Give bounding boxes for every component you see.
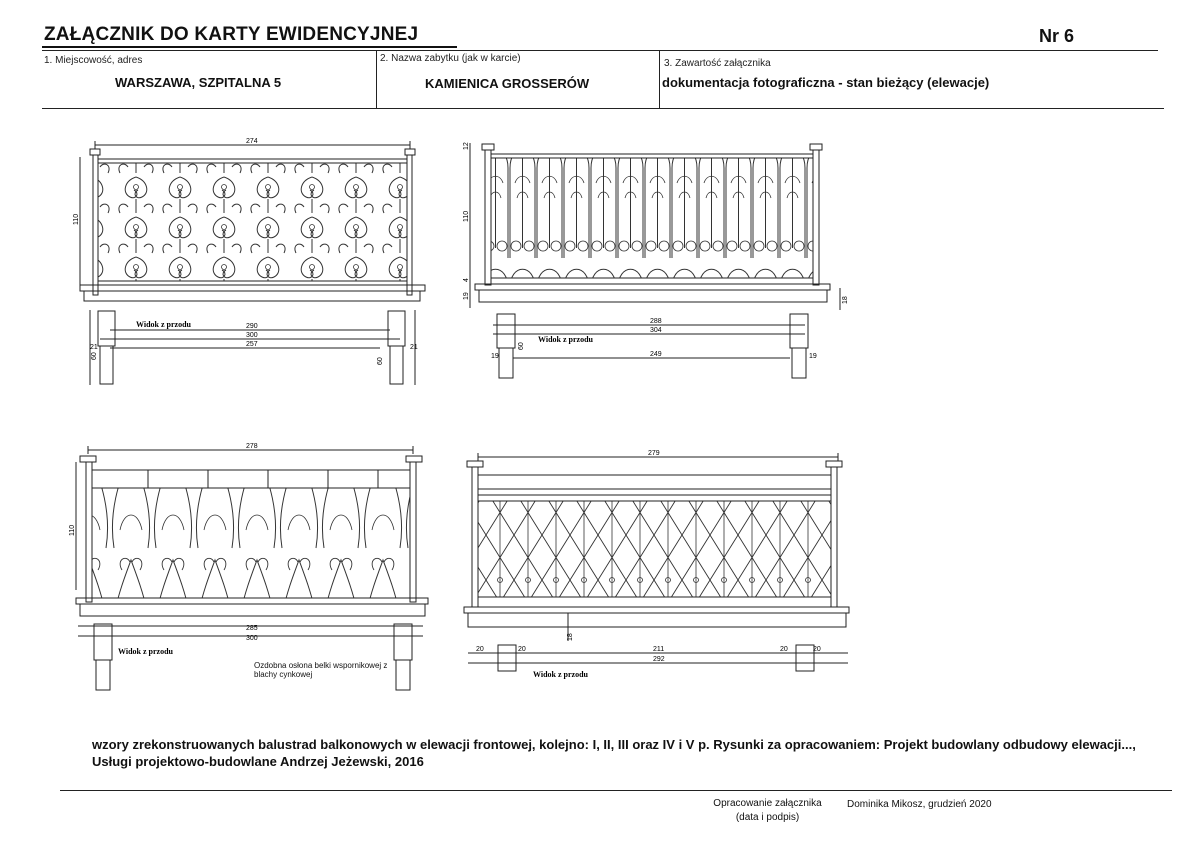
field-label-location: 1. Miejscowość, adres: [44, 55, 143, 66]
dim-b-4: 20: [476, 646, 484, 653]
dim-f-4: 20: [813, 646, 821, 653]
field-label-content: 3. Zawartość załącznika: [664, 58, 771, 69]
dim-g-1: 60: [377, 357, 384, 365]
dim-b-1: 300: [246, 332, 258, 339]
header-divider-2: [659, 50, 660, 108]
dim-a-4: 18: [567, 633, 574, 641]
dim-height-3: 110: [69, 524, 76, 536]
dim-i-2: 19: [491, 353, 499, 360]
header-bottom-rule: [42, 108, 1164, 109]
title-underline: [42, 46, 457, 48]
balustrade-drawing-2: [455, 138, 855, 388]
dim-a-3: 285: [246, 625, 258, 632]
balustrade-drawing-3: [68, 440, 433, 695]
dim-f-1: 60: [91, 352, 98, 360]
dim-j-2: 19: [809, 353, 817, 360]
dim-width-3: 278: [246, 443, 258, 450]
balustrade-drawing-4: [458, 445, 858, 685]
dim-g-4: 292: [653, 656, 665, 663]
dim-a-1: 290: [246, 323, 258, 330]
dim-width-4: 279: [648, 450, 660, 457]
field-value-content: dokumentacja fotograficzna - stan bieżący (elewacje): [662, 75, 990, 90]
dim-c-4: 20: [518, 646, 526, 653]
dim-c-2: 4: [463, 278, 470, 282]
field-label-monument: 2. Nazwa zabytku (jak w karcie): [380, 53, 521, 64]
dim-d-2: 19: [463, 292, 470, 300]
header-divider-1: [376, 50, 377, 108]
dim-height-1: 110: [73, 213, 80, 225]
dim-e-4: 20: [780, 646, 788, 653]
dim-g-2: 304: [650, 327, 662, 334]
view-label-2: Widok z przodu: [538, 335, 593, 344]
prepared-by-label: Opracowanie załącznika: [713, 798, 822, 809]
field-value-location: WARSZAWA, SZPITALNA 5: [115, 75, 282, 90]
dim-h-2: 249: [650, 351, 662, 358]
dim-a-2: 12: [463, 142, 470, 150]
zinc-cover-note: Ozdobna osłona belki wspornikowej z blachy cynkowej: [254, 661, 388, 679]
field-value-monument: KAMIENICA GROSSERÓW: [425, 76, 590, 91]
balustrade-svg-4: [458, 445, 858, 685]
prepared-by-sublabel: (data i podpis): [735, 812, 800, 823]
dim-b-2: 110: [463, 210, 470, 222]
dim-b-3: 300: [246, 635, 258, 642]
view-label-3: Widok z przodu: [118, 647, 173, 656]
view-label-4: Widok z przodu: [533, 670, 588, 679]
dim-width-1: 274: [246, 138, 258, 145]
dim-e-2: 18: [842, 296, 849, 304]
dim-d-1: 21: [90, 344, 98, 351]
balustrade-svg-3: [68, 440, 433, 695]
attachment-caption: wzory zrekonstruowanych balustrad balkonowych w elewacji frontowej, kolejno: I, II, III oraz IV i V p. Rysunki za opracowaniem: Projekt budowlany odbudowy elewacji..., Usługi projektowo-budowlane Andrzej Jeżewski, 2016: [92, 737, 1136, 769]
dim-k-2: 60: [518, 342, 525, 350]
view-label-1: Widok z przodu: [136, 320, 191, 329]
dim-d-4: 211: [653, 646, 665, 653]
attachment-number: Nr 6: [1039, 26, 1075, 46]
dim-e-1: 21: [410, 344, 418, 351]
signature-text: Dominika Mikosz, grudzień 2020: [847, 799, 992, 810]
balustrade-svg-1: [70, 135, 430, 390]
dim-f-2: 288: [650, 318, 662, 325]
balustrade-drawing-1: [70, 135, 430, 390]
prepared-by-block: [700, 797, 835, 825]
balustrade-svg-2: [455, 138, 855, 388]
footer-rule: [60, 790, 1172, 791]
document-title: ZAŁĄCZNIK DO KARTY EWIDENCYJNEJ: [44, 24, 419, 45]
dim-c-1: 257: [246, 341, 258, 348]
header-top-rule: [42, 50, 1158, 51]
